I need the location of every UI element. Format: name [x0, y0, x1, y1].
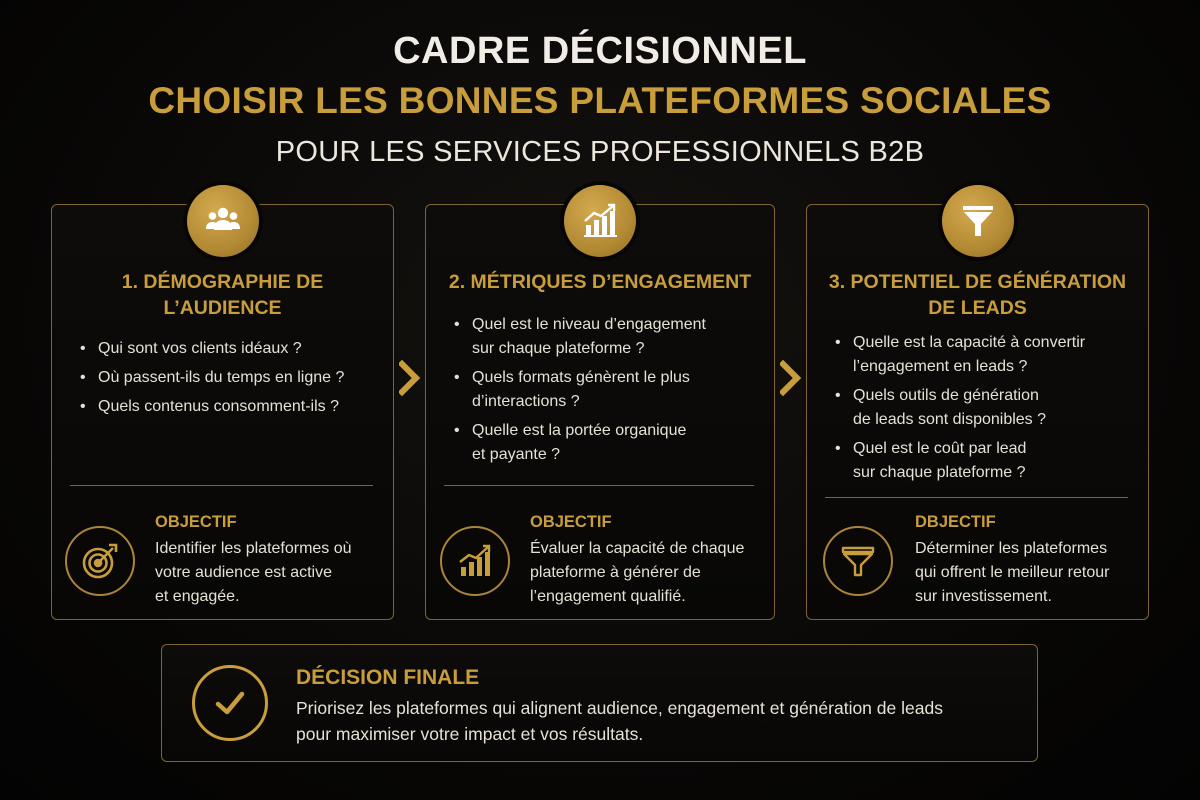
- list-item: • Quels contenus consomment-ils ?: [80, 395, 375, 419]
- diagram-subtitle: CHOISIR LES BONNES PLATEFORMES SOCIALES: [148, 80, 1052, 121]
- final-decision-title: DÉCISION FINALE: [296, 666, 480, 689]
- card-title: 3. POTENTIEL DE GÉNÉRATION DE LEADS: [828, 271, 1127, 319]
- list-item: • Quels outils de génération de leads sont disponibles ?: [835, 384, 1130, 432]
- list-item: • Quel est le niveau d’engagement sur chaque plateforme ?: [454, 313, 756, 361]
- objective-label: OBJECTIF: [155, 513, 237, 531]
- funnel-outline-icon: [823, 526, 893, 596]
- card-title: 1. DÉMOGRAPHIE DE L’AUDIENCE: [121, 271, 324, 319]
- divider: [825, 497, 1128, 498]
- list-item: • Quels formats génèrent le plus d’interactions ?: [454, 366, 756, 414]
- question-list: [80, 337, 375, 424]
- final-decision-text: Priorisez les plateformes qui alignent audience, engagement et génération de leads pour maximiser votre impact et vos résultats.: [296, 698, 943, 744]
- list-item: • Quelle est la capacité à convertir l’engagement en leads ?: [835, 331, 1130, 379]
- check-circle-icon: [192, 665, 268, 741]
- header: [0, 28, 1200, 170]
- chevron-right-icon: [780, 360, 802, 396]
- diagram-title: CADRE DÉCISIONNEL: [393, 30, 807, 72]
- question-list: [835, 331, 1130, 490]
- people-group-icon: [187, 185, 259, 257]
- divider: [70, 485, 373, 486]
- card-audience-demographics: [51, 204, 394, 620]
- final-decision-box: [161, 644, 1038, 762]
- list-item: • Quelle est la portée organique et payante ?: [454, 419, 756, 467]
- objective-label: DBJECTIF: [915, 513, 996, 531]
- list-item: • Qui sont vos clients idéaux ?: [80, 337, 375, 361]
- list-item: • Quel est le coût par lead sur chaque plateforme ?: [835, 437, 1130, 485]
- funnel-icon: [942, 185, 1014, 257]
- diagram-tagline: POUR LES SERVICES PROFESSIONNELS B2B: [275, 136, 925, 168]
- objective-text: Évaluer la capacité de chaque plateforme à générer de l’engagement qualifié.: [530, 540, 745, 605]
- objective-text: Déterminer les plateformes qui offrent le meilleur retour sur investissement.: [915, 540, 1110, 605]
- objective-label: OBJECTIF: [530, 513, 612, 531]
- chevron-right-icon: [399, 360, 421, 396]
- bar-chart-arrow-icon: [440, 526, 510, 596]
- growth-chart-icon: [564, 185, 636, 257]
- question-list: [454, 313, 756, 472]
- objective-text: Identifier les plateformes où votre audience est active et engagée.: [155, 540, 352, 605]
- list-item: • Où passent-ils du temps en ligne ?: [80, 366, 375, 390]
- target-arrow-icon: [65, 526, 135, 596]
- divider: [444, 485, 754, 486]
- card-lead-generation-potential: [806, 204, 1149, 620]
- card-title: 2. MÉTRIQUES D’ENGAGEMENT: [448, 271, 752, 293]
- card-engagement-metrics: [425, 204, 775, 620]
